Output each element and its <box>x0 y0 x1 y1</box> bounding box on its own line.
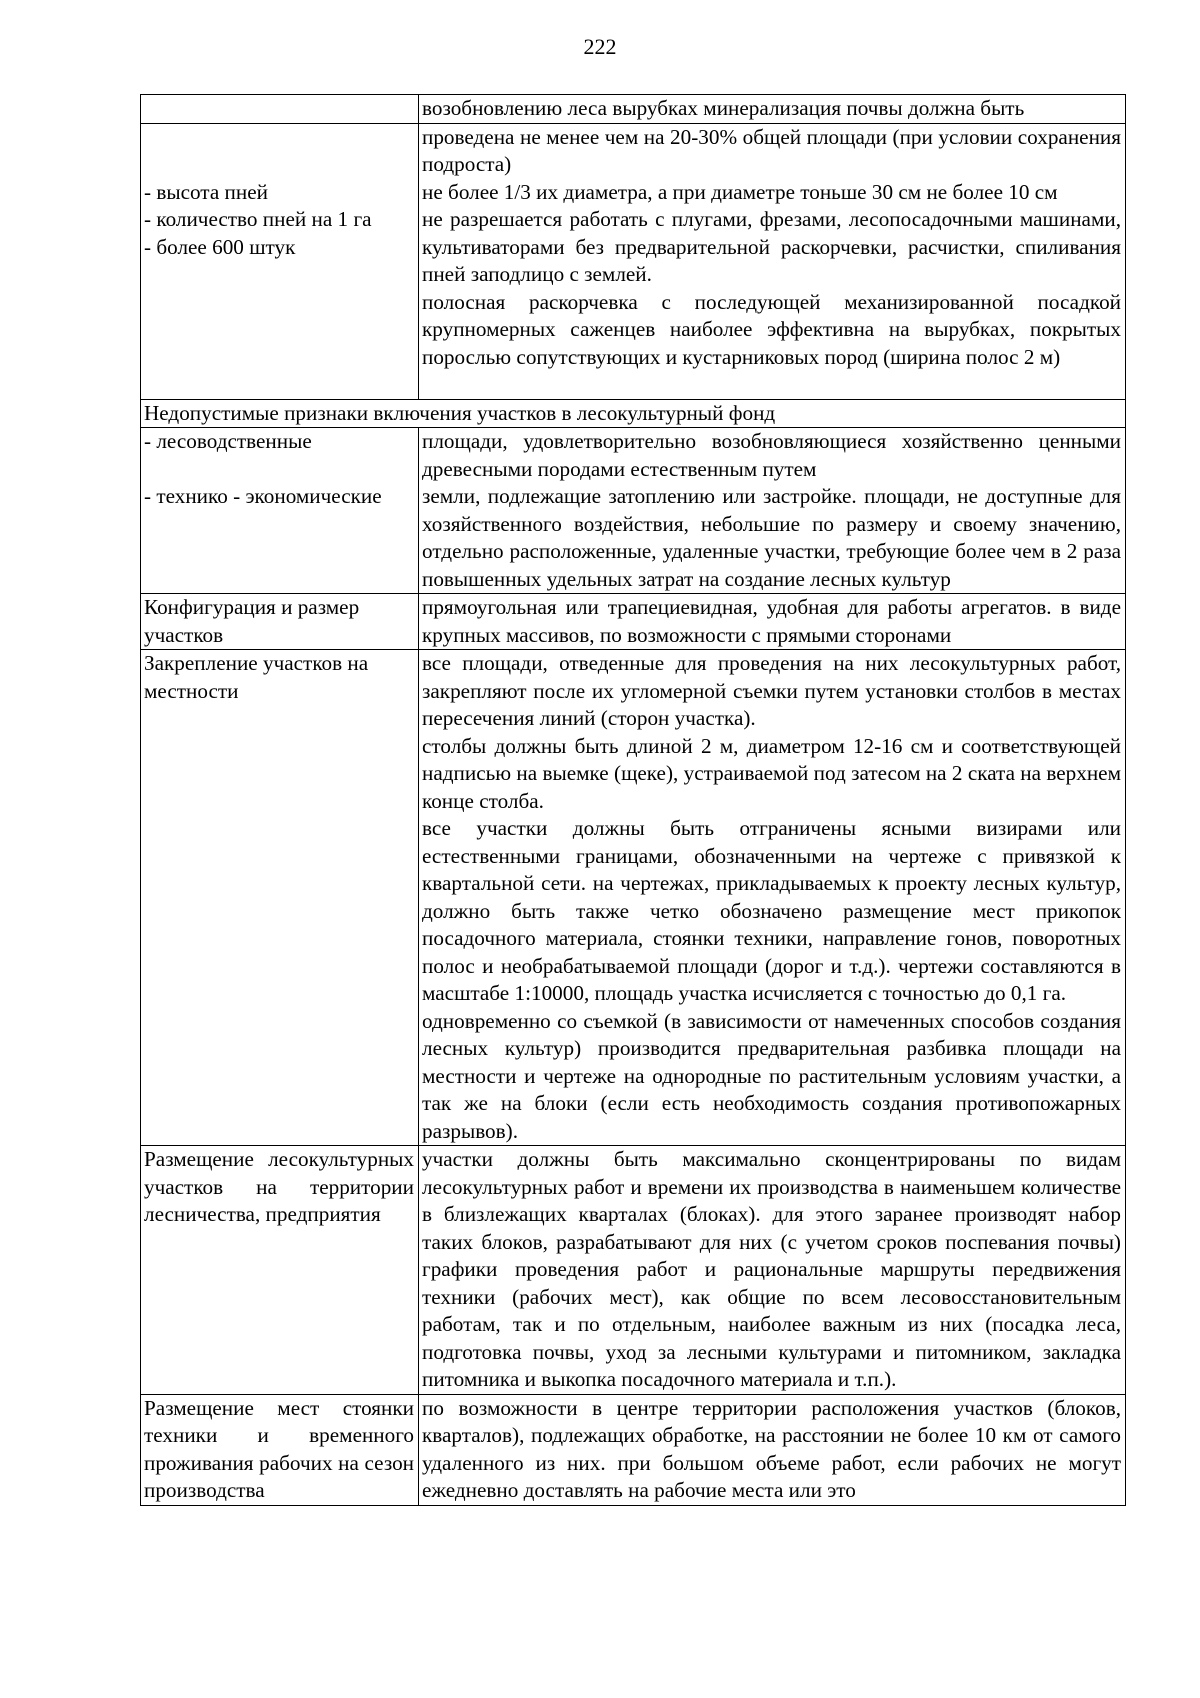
table-row <box>141 428 1126 594</box>
table-row <box>141 95 1126 124</box>
row-label-cell <box>141 95 419 124</box>
row-label-cell <box>141 594 419 650</box>
label-line: - лесоводственные <box>144 429 312 453</box>
label-line: - высота пней <box>144 179 268 204</box>
label-line: - технико - экономические <box>144 484 382 508</box>
content-paragraph: проведена не менее чем на 20-30% общей площади (при условии сохранения подроста) <box>422 124 1121 176</box>
label-line: Размещение лесокультурных участков на территории лесничества, предприятия <box>144 1147 414 1226</box>
row-content-cell <box>419 650 1126 1146</box>
row-content-cell <box>419 95 1126 124</box>
row-content-cell <box>419 1146 1126 1395</box>
table-row <box>141 123 1126 399</box>
label-line: - более 600 штук <box>144 234 296 259</box>
table-row <box>141 1146 1126 1395</box>
content-paragraph: прямоугольная или трапециевидная, удобная для работы агрегатов. в виде крупных массивов, по возможности с прямыми сторонами <box>422 595 1121 647</box>
content-paragraph: земли, подлежащие затоплению или застройке. площади, не доступные для хозяйственного воздействия, небольшие по размеру и своему значению, отдельно расположенные, удаленные участки, требующие более чем в 2 раза повышенных удельных затрат на создание лесных культур <box>422 484 1121 591</box>
row-content-cell <box>419 594 1126 650</box>
content-paragraph: не более 1/3 их диаметра, а при диаметре тоньше 30 см не более 10 см <box>422 179 1058 204</box>
table-row <box>141 594 1126 650</box>
row-label-cell <box>141 650 419 1146</box>
content-paragraph: по возможности в центре территории расположения участков (блоков, кварталов), подлежащих обработке, на расстоянии не более 10 км от самого удаленного из них. при большом объеме работ, если рабочих не могут ежедневно доставлять на рабочие места или это <box>422 1395 1121 1502</box>
content-paragraph: площади, удовлетворительно возобновляющиеся хозяйственно ценными древесными породами естественным путем <box>422 429 1121 481</box>
row-label-cell <box>141 123 419 399</box>
content-paragraph: не разрешается работать с плугами, фрезами, лесопосадочными машинами, культиваторами без предварительной раскорчевки, расчистки, спиливания пней заподлицо с землей. <box>422 207 1121 286</box>
page-number: 222 <box>583 34 617 59</box>
content-paragraph: возобновлению леса вырубках минерализация почвы должна быть <box>422 96 1025 120</box>
label-line: - количество пней на 1 га <box>144 207 372 231</box>
table-row <box>141 399 1126 428</box>
content-paragraph: участки должны быть максимально сконцентрированы по видам лесокультурных работ и времени их производства в наименьшем количестве в близлежащих кварталах (блоках). для этого заранее производят набор таких блоков, разрабатывают для них (с учетом сроков поспевания почвы) графики проведения работ и рациональные маршруты передвижения техники (рабочих мест), как общие по всем лесовосстановительным работам, так и по отдельным, наиболее важным из них (посадка леса, подготовка почвы, уход за лесными культурами и питомником, закладка питомника и выкопка посадочного материала и т.п.). <box>422 1147 1121 1391</box>
section-heading-cell: Недопустимые признаки включения участков в лесокультурный фонд <box>141 399 1126 428</box>
table-row <box>141 650 1126 1146</box>
row-label-cell <box>141 1146 419 1395</box>
row-label-cell <box>141 1394 419 1505</box>
content-paragraph: все участки должны быть отграничены ясными визирами или естественными границами, обозначенными на чертеже с привязкой к квартальной сети. на чертежах, прикладываемых к проекту лесных культур, должно быть также четко обозначено размещение мест прикопок посадочного материала, стоянки техники, направление гонов, поворотных полос и необрабатываемой площади (дорог и т.д.). чертежи составляются в масштабе 1:10000, площадь участка исчисляется с точностью до 0,1 га. <box>422 816 1121 1005</box>
content-paragraph: столбы должны быть длиной 2 м, диаметром 12-16 см и соответствующей надписью на выемке (щеке), устраиваемой под затесом на 2 ската на верхнем конце столба. <box>422 733 1121 813</box>
label-line: Закрепление участков на местности <box>144 651 369 703</box>
row-label-cell <box>141 428 419 594</box>
content-paragraph: полосная раскорчевка с последующей механизированной посадкой крупномерных саженцев наиболее эффективна на вырубках, покрытых порослью сопутствующих и кустарниковых пород (ширина полос 2 м) <box>422 289 1121 369</box>
content-paragraph: одновременно со съемкой (в зависимости от намеченных способов создания лесных культур) производится предварительная разбивка площади на местности и чертеже на однородные по растительным условиям участки, а так же на блоки (если есть необходимость создания противопожарных разрывов). <box>422 1008 1121 1143</box>
row-content-cell <box>419 123 1126 399</box>
table-row <box>141 1394 1126 1505</box>
requirements-table <box>140 94 1126 1506</box>
content-paragraph: все площади, отведенные для проведения на них лесокультурных работ, закрепляют после их угломерной съемки путем установки столбов в местах пересечения линий (сторон участка). <box>422 651 1121 730</box>
row-content-cell <box>419 428 1126 594</box>
label-line: Конфигурация и размер участков <box>144 595 360 647</box>
label-line: Размещение мест стоянки техники и временного проживания рабочих на сезон производства <box>144 1395 414 1502</box>
row-content-cell <box>419 1394 1126 1505</box>
